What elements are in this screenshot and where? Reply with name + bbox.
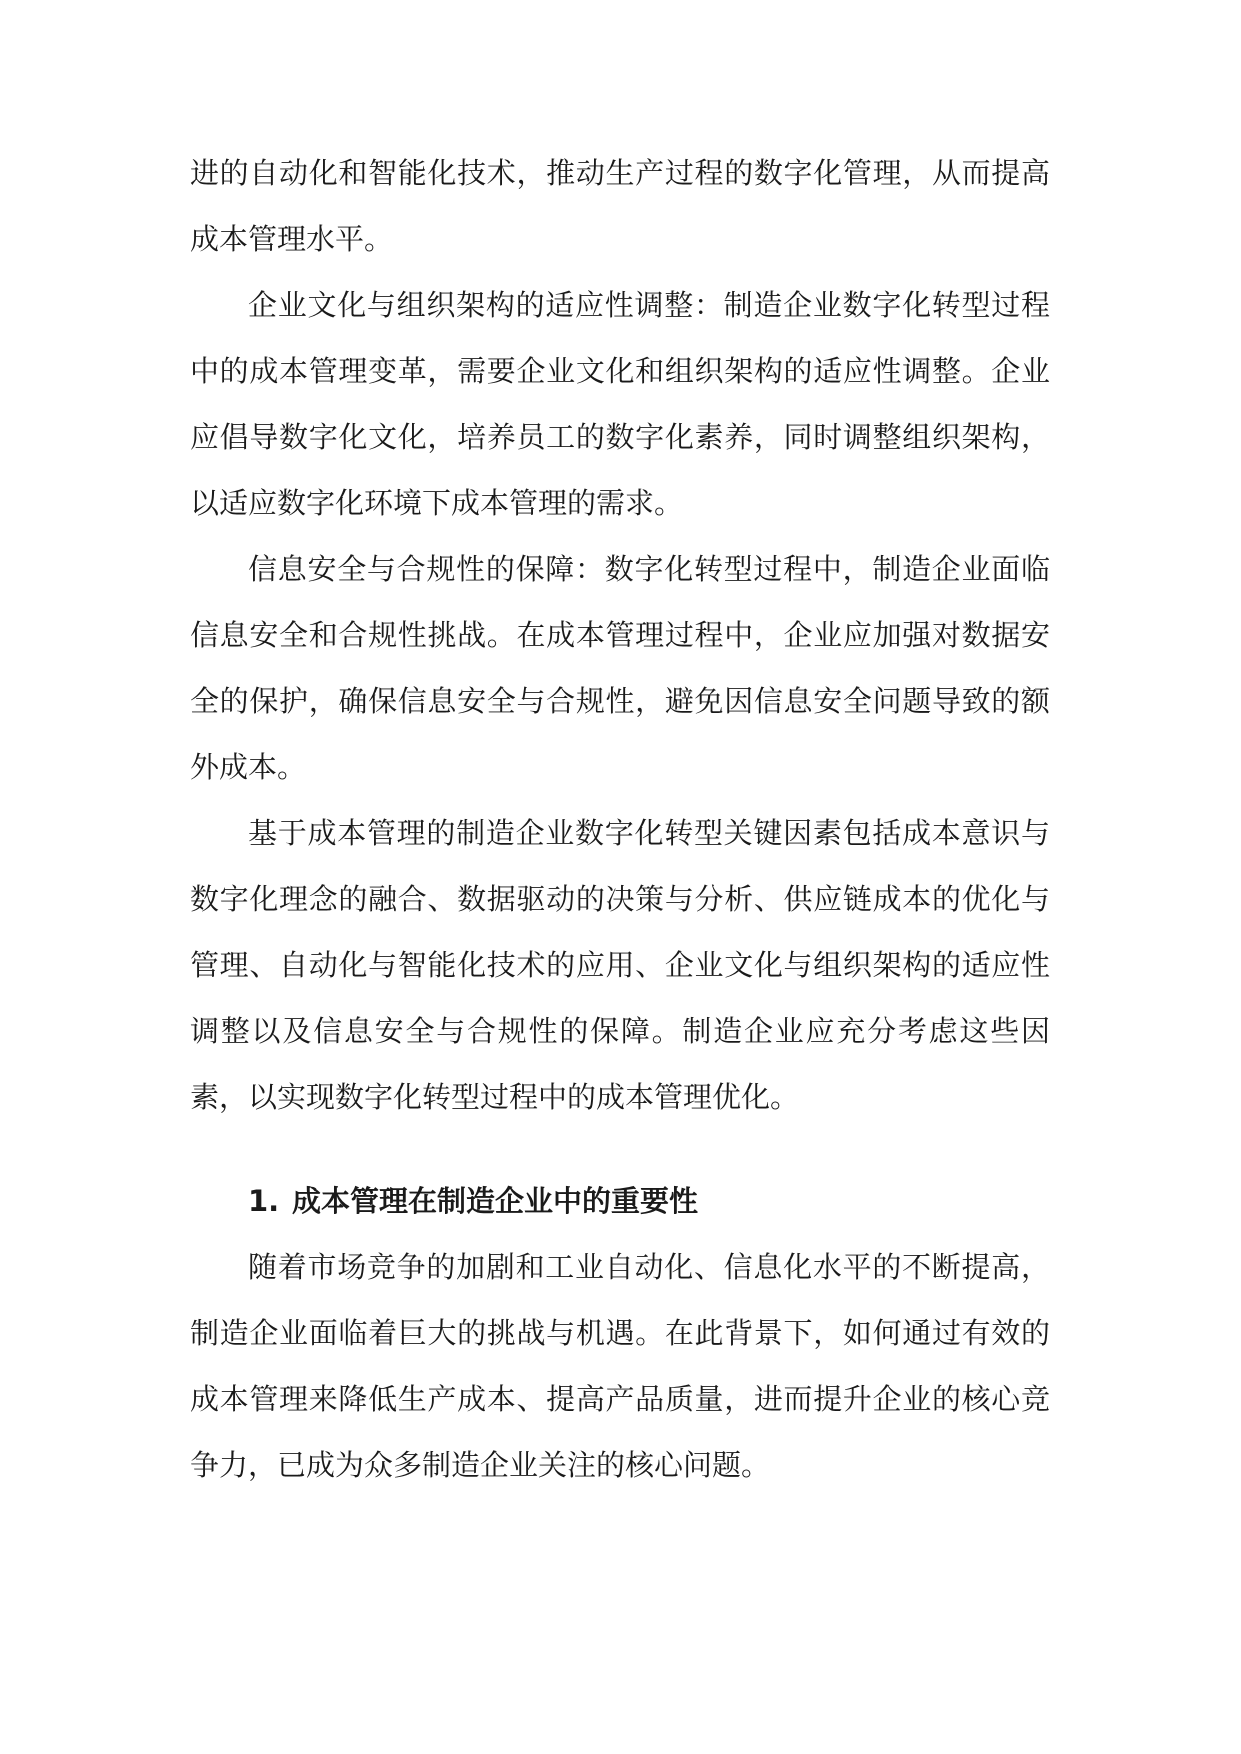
paragraph-cost-importance: 随着市场竞争的加剧和工业自动化、信息化水平的不断提高，制造企业面临着巨大的挑战与机遇。在此背景下，如何通过有效的成本管理来降低生产成本、提高产品质量，进而提升企业的核心竞争力，已成为众多制造企业关注的核心问题。 xyxy=(190,1250,1050,1482)
paragraph-key-factors-summary: 基于成本管理的制造企业数字化转型关键因素包括成本意识与数字化理念的融合、数据驱动的决策与分析、供应链成本的优化与管理、自动化与智能化技术的应用、企业文化与组织架构的适应性调整以及信息安全与合规性的保障。制造企业应充分考虑这些因素，以实现数字化转型过程中的成本管理优化。 xyxy=(190,816,1050,1114)
paragraph-culture-organization: 企业文化与组织架构的适应性调整：制造企业数字化转型过程中的成本管理变革，需要企业文化和组织架构的适应性调整。企业应倡导数字化文化，培养员工的数字化素养，同时调整组织架构，以适应数字化环境下成本管理的需求。 xyxy=(190,288,1050,520)
paragraph-continuation: 进的自动化和智能化技术，推动生产过程的数字化管理，从而提高成本管理水平。 xyxy=(190,156,1050,256)
section-title: 成本管理在制造企业中的重要性 xyxy=(292,1184,699,1218)
section-number: 1. xyxy=(248,1184,280,1218)
section-heading xyxy=(248,1168,1050,1234)
paragraph-information-security: 信息安全与合规性的保障：数字化转型过程中，制造企业面临信息安全和合规性挑战。在成本管理过程中，企业应加强对数据安全的保护，确保信息安全与合规性，避免因信息安全问题导致的额外成本。 xyxy=(190,552,1050,784)
document-body xyxy=(190,140,1050,1498)
